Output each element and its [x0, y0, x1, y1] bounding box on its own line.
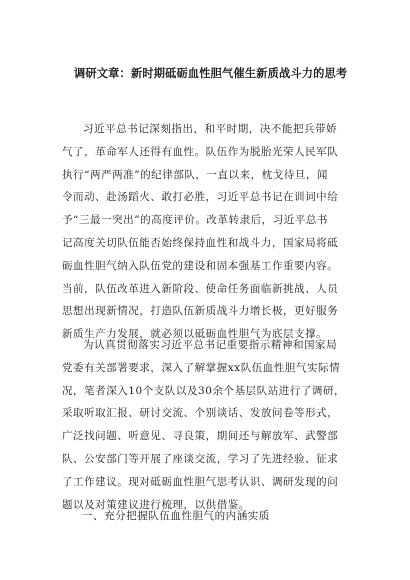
paragraph-line: 气了，革命军人还得有血性。队伍作为脱胎光荣人民军队	[62, 145, 339, 158]
paragraph-line: 党委有关部署要求，深入了解掌握xx队伍血性胆气实际情	[62, 361, 341, 374]
paragraph-line: 思想出现新情况，打造队伍新质战斗力增长极，更好服务	[62, 305, 339, 318]
paragraph-line: 为认真贯彻落实习近平总书记重要指示精神和国家局	[83, 339, 338, 351]
paragraph-line: 队、公安部门等开展了座谈交流，学习了先进经验、征求	[62, 452, 339, 465]
section-heading: 一、充分把握队伍血性胆气的内涵实质	[82, 510, 270, 522]
paragraph-line: 记高度关切队伍能否始终保持血性和战斗力，国家局将砥	[62, 236, 339, 249]
paragraph-line: 令而动、赴汤蹈火、敢打必胜，习近平总书记在训词中给	[62, 191, 339, 204]
paragraph-line: 新质生产力发展，就必须以砥砺血性胆气为底层支撑。	[62, 328, 328, 341]
paragraph-line: 广泛找问题、听意见、寻良策，期间还与解放军、武警部	[62, 430, 339, 443]
paragraph-line: 砺血性胆气纳入队伍党的建设和固本强基工作重要内容。	[62, 259, 339, 272]
paragraph-line: 了工作建议。现对砥砺血性胆气思考认识、调研发现的问	[62, 475, 339, 488]
paragraph-line: 题以及对策建议进行梳理，以供借鉴。	[62, 498, 250, 511]
paragraph-line: 习近平总书记深刻指出，和平时期，决不能把兵带娇	[83, 123, 338, 135]
paragraph-2	[62, 334, 358, 516]
paragraph-line: 况，笔者深入10个支队以及30余个基层队站进行了调研，	[62, 384, 346, 397]
paragraph-line: 执行“两严两准”的纪律部队，一直以来，枕戈待旦，闻	[62, 168, 328, 181]
paragraph-line: 当前，队伍改革进入新阶段、使命任务面临新挑战、人员	[62, 282, 339, 295]
paragraph-1	[62, 118, 358, 346]
document-title: 调研文章：新时期砥砺血性胆气催生新质战斗力的思考	[74, 66, 348, 80]
paragraph-line: 采取听取汇报、研讨交流、个别谈话、发放问卷等形式，	[62, 407, 339, 420]
paragraph-line: 予“三最一突出”的高度评价。改革转隶后，习近平总书	[62, 214, 328, 227]
